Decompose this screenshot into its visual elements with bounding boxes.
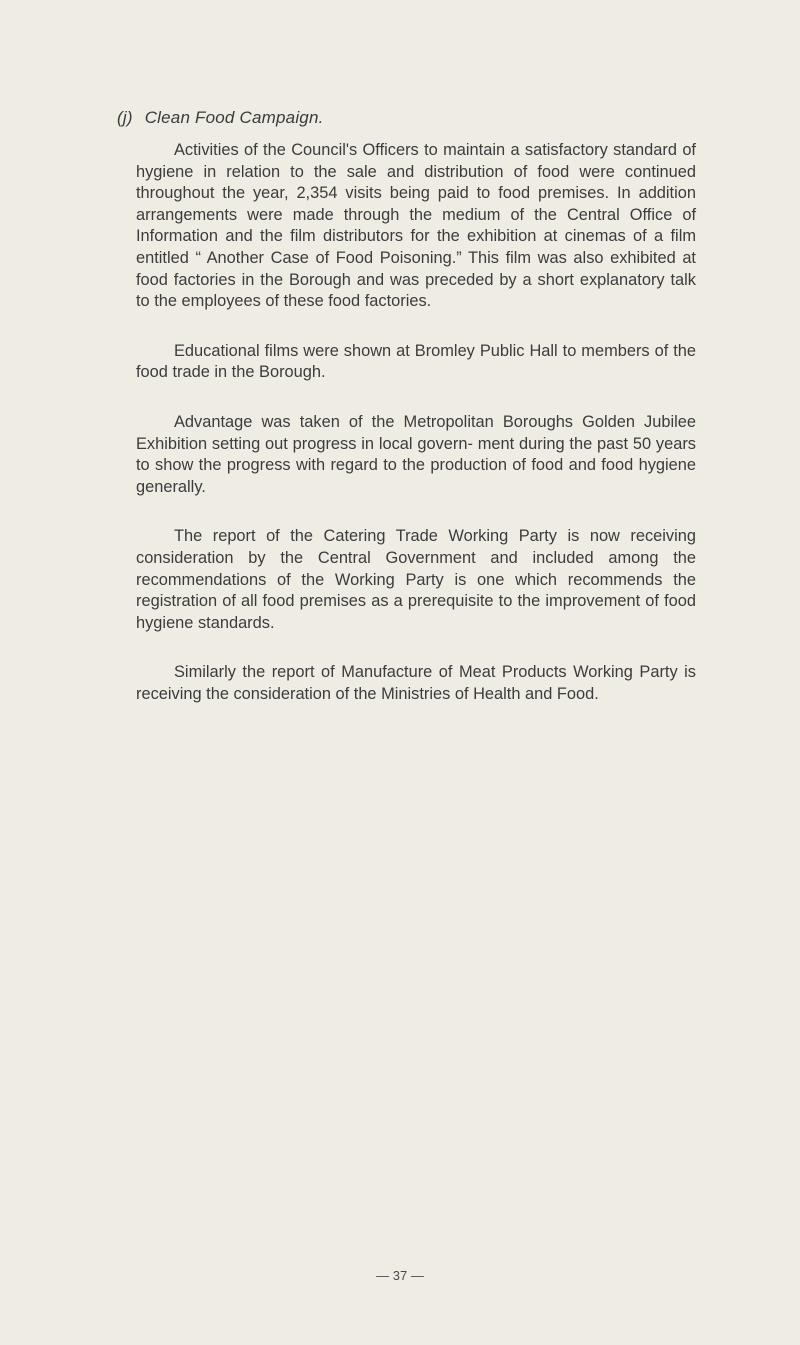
page-number: — 37 — (376, 1268, 424, 1283)
paragraph-catering-report: The report of the Catering Trade Working Party is now receiving consideration by the Central Government and included among the recommendations of the Working Party is one which recommends the registration of all food premises as a prerequisite to the improvement of food hygiene standards. (136, 527, 696, 632)
paragraph-educational-films: Educational films were shown at Bromley Public Hall to members of the food trade in the Borough. (136, 341, 696, 382)
section-heading (117, 108, 324, 128)
paragraph-activities: Activities of the Council's Officers to maintain a satisfactory standard of hygiene in relation to the sale and distribution of food were continued throughout the year, 2,354 visits being paid to food premises. In addition arrangements were made through the medium of the Central Office of Information and the film distributors for the exhibition at cinemas of a film entitled “ Another Case of Food Poisoning.” This film was also exhibited at food factories in the Borough and was preceded by a short explanatory talk to the employees of these food factories. (136, 141, 696, 311)
paragraph-jubilee-exhibition: Advantage was taken of the Metropolitan Boroughs Golden Jubilee Exhibition setting out progress in local govern- ment during the past 50 years to show the progress with regard to the production of food and food hygiene generally. (136, 412, 696, 496)
body-text (136, 140, 696, 733)
section-title: Clean Food Campaign. (144, 108, 324, 127)
paragraph-meat-products-report: Similarly the report of Manufacture of Meat Products Working Party is receiving the consideration of the Ministries of Health and Food. (136, 663, 696, 703)
section-letter: (j) (117, 108, 133, 127)
